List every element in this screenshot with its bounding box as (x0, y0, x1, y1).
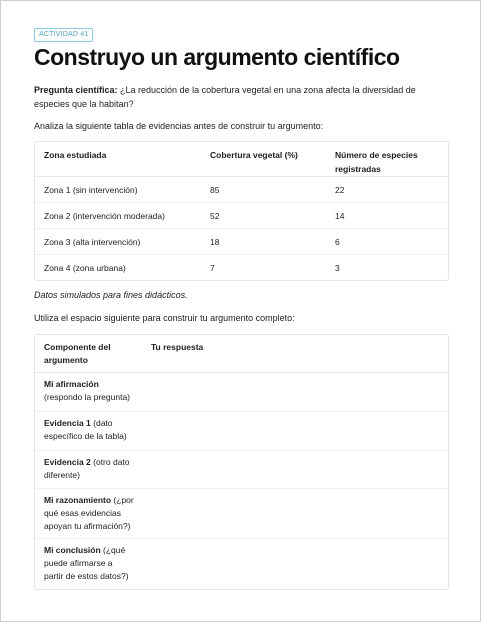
cell-cobertura: 85 (201, 177, 326, 203)
component-hint: (dato específico de la tabla) (44, 417, 127, 441)
table-row (35, 177, 448, 203)
table-instruction: Analiza la siguiente tabla de evidencias antes de construir tu argumento: (34, 121, 324, 131)
component-hint: (¿qué puede afirmarse a partir de estos datos?) (44, 544, 129, 581)
table-row (35, 203, 448, 229)
argument-instruction: Utiliza el espacio siguiente para construir tu argumento completo: (34, 313, 295, 323)
data-note: Datos simulados para fines didácticos. (34, 290, 188, 300)
scientific-question (34, 83, 444, 111)
argument-table-header (35, 335, 448, 372)
argument-row (35, 488, 448, 538)
evidence-table-header (35, 142, 448, 177)
cell-zona: Zona 1 (sin intervención) (35, 177, 201, 203)
cell-zona: Zona 2 (intervención moderada) (35, 203, 201, 229)
cell-zona: Zona 4 (zona urbana) (44, 262, 126, 273)
component-title: Evidencia 1 (44, 417, 91, 428)
component-hint: (otro dato diferente) (44, 456, 130, 480)
cell-especies: 22 (326, 177, 448, 203)
cell-especies: 3 (335, 262, 340, 273)
argument-row (35, 372, 448, 411)
answer-cell[interactable] (142, 411, 448, 450)
argument-table (35, 335, 448, 589)
argument-row (35, 538, 448, 589)
component-cell (35, 372, 142, 411)
answer-cell[interactable] (142, 538, 448, 589)
page-title: Construyo un argumento científico (34, 44, 400, 70)
component-title: Mi afirmación (44, 378, 99, 389)
component-cell (35, 488, 142, 538)
cell-especies: 6 (326, 229, 448, 255)
activity-badge: ACTIVIDAD 41 (34, 28, 93, 42)
answer-cell[interactable] (142, 450, 448, 488)
component-hint: (respondo la pregunta) (44, 391, 131, 402)
cell-zona: Zona 3 (alta intervención) (35, 229, 201, 255)
header-especies: Número de especies registradas (326, 142, 448, 177)
evidence-table (35, 142, 448, 280)
argument-row (35, 411, 448, 450)
header-componente: Componente del argumento (35, 335, 142, 372)
component-title: Mi conclusión (44, 544, 101, 555)
evidence-table-card (34, 141, 449, 281)
table-row (35, 229, 448, 255)
cell-cobertura: 18 (201, 229, 326, 255)
argument-row (35, 450, 448, 488)
answer-cell[interactable] (142, 372, 448, 411)
component-title: Mi razonamiento (44, 494, 112, 505)
header-cobertura: Cobertura vegetal (%) (201, 142, 326, 177)
question-text: ¿La reducción de la cobertura vegetal en una zona afecta la diversidad de especies que la habitan? (34, 85, 416, 109)
cell-especies: 14 (326, 203, 448, 229)
argument-table-card (34, 334, 449, 590)
header-zona: Zona estudiada (35, 142, 201, 177)
component-cell (35, 411, 142, 450)
header-respuesta: Tu respuesta (142, 335, 448, 372)
component-hint: (¿por qué esas evidencias apoyan tu afirmación?) (44, 494, 134, 531)
answer-cell[interactable] (142, 488, 448, 538)
question-label: Pregunta científica: (34, 85, 118, 95)
component-cell (35, 538, 142, 589)
table-row (35, 255, 448, 281)
component-title: Evidencia 2 (44, 456, 91, 467)
component-cell (35, 450, 142, 488)
cell-cobertura: 52 (201, 203, 326, 229)
cell-cobertura: 7 (210, 262, 215, 273)
